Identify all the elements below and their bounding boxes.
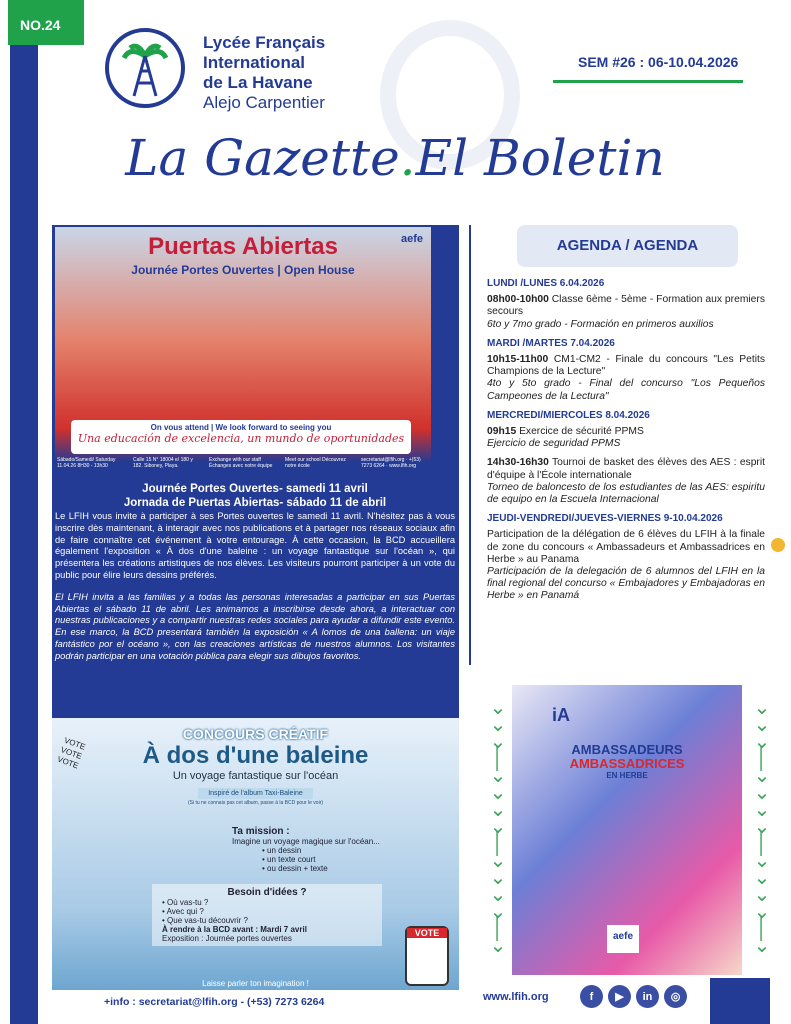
- event-es: Torneo de baloncesto de los estudiantes de las AES: espiritu de equipo en la Escuela Internacional: [487, 481, 765, 506]
- week-label: SEM #26 : 06-10.04.2026: [578, 54, 739, 70]
- agenda-title: AGENDA / AGENDA: [517, 225, 738, 267]
- contest-label: CONCOURS CRÉATIF: [182, 726, 329, 742]
- contest-note: (Si tu ne connais pas cet album, passe à la BCD pour le voir): [187, 800, 324, 806]
- agenda-day: LUNDI /LUNES 6.04.2026: [487, 278, 605, 289]
- mission-item: • un dessin: [262, 846, 302, 855]
- school-name-line: Alejo Carpentier: [203, 93, 325, 112]
- event-time: 14h30-16h30: [487, 457, 549, 469]
- event-fr: Exercice de sécurité PPMS: [516, 426, 644, 438]
- chevron-down-icon: ⌄ ⌄ ⌄ │ ⌄: [489, 782, 507, 872]
- contest-footer: Laisse parler ton imagination !: [202, 979, 309, 988]
- poster-info-item: Exchange with our staff Échanges avec notre équipe: [209, 457, 273, 469]
- event-fr: Participation de la délégation de 6 élèves du LFIH à la finale de zone du concours « Ambassadeurs et Ambassadrices en Herbe » au Panama: [487, 529, 765, 565]
- poster-info-item: Sábado/Samedi/ Saturday 11.04.26 8H30 - 13h30: [57, 457, 116, 469]
- aefe-logo: aefe: [607, 925, 639, 953]
- aefe-logo: aefe: [400, 233, 423, 245]
- facebook-icon[interactable]: f: [580, 985, 603, 1008]
- column-divider: [469, 225, 471, 665]
- contact-info: +info : secretariat@lfih.org - (+53) 7273 6264: [104, 996, 325, 1008]
- event-fr: Tournoi de basket des élèves des AES : esprit d'équipe à l'École internationale: [487, 457, 765, 481]
- ideas-item: • Où vas-tu ?: [162, 898, 209, 907]
- mission-text: Imagine un voyage magique sur l'océan...: [232, 837, 380, 846]
- agenda-day: MARDI /MARTES 7.04.2026: [487, 337, 615, 349]
- title-dot: .: [399, 129, 416, 187]
- contest-ideas: [152, 884, 382, 946]
- poster-band-line: On vous attend | We look forward to seeing you: [150, 423, 332, 432]
- mission-item: • un texte court: [262, 855, 316, 864]
- poster-band: [71, 420, 411, 454]
- contest-inspired: Inspiré de l'album Taxi-Baleine: [198, 788, 313, 799]
- poster-info: [55, 457, 431, 469]
- event-time: 09h15: [487, 426, 517, 438]
- heading-es: Jornada de Puertas Abiertas- sábado 11 de abril: [123, 497, 387, 509]
- event-es: Participación de la delegación de 6 alumnos del LFIH en la final regional del concurso « Embajadores y Embajadoras en Herbe » en Panamá: [487, 566, 765, 602]
- issue-badge: NO.24: [8, 0, 84, 45]
- poster-slogan: Una educación de excelencia, un mundo de oportunidades: [77, 432, 405, 445]
- agenda-event: [487, 529, 765, 602]
- body-fr: Le LFIH vous invite à participer à ses Portes ouvertes le samedi 11 avril. N'hésitez pas à vous inscrire dès maintenant, à interagir avec nos publications et à partager nos réseaux sociaux afin de faire connaître cet événement à votre entourage. À cette occasion, la BCD accueillera également l'exposition « À dos d'une baleine : un voyage fantastique sur l'océan », qui présentera les créations artistiques de nos élèves. Les visiteurs pourront participer à un vote du public pour élire leurs dessins préférés.: [55, 511, 455, 580]
- poster-title: Puertas Abiertas: [148, 233, 338, 260]
- agenda-list: [487, 272, 765, 610]
- newsletter-title: [50, 128, 740, 188]
- ideas-title: Besoin d'idées ?: [227, 887, 307, 898]
- agenda-day: JEUDI-VENDREDI/JUEVES-VIERNES 9-10.04.2026: [487, 513, 723, 525]
- ambassadors-title-line: AMBASSADEURS: [571, 742, 683, 757]
- contest-title: À dos d'une baleine: [142, 742, 369, 769]
- youtube-icon[interactable]: ▶: [608, 985, 631, 1008]
- open-house-poster: [55, 227, 431, 480]
- school-logo: [105, 28, 185, 108]
- ambassadors-subtitle: EN HERBE: [606, 771, 648, 780]
- mission-title: Ta mission :: [232, 826, 290, 837]
- title-fr: La Gazette: [125, 129, 400, 187]
- corner-block: [710, 978, 770, 1024]
- heading-fr: Journée Portes Ouvertes- samedi 11 avril: [142, 483, 368, 495]
- mission-item: • ou dessin + texte: [262, 864, 328, 873]
- agenda-day: MERCREDI/MIERCOLES 8.04.2026: [487, 409, 650, 421]
- chevrons-left: [486, 697, 510, 957]
- chevrons-right: [750, 697, 774, 957]
- open-house-heading: [55, 482, 455, 510]
- poster-info-item: Calle 15 N° 18004 e/ 180 y 182. Siboney, Playa.: [133, 457, 193, 469]
- contest-subtitle: Un voyage fantastique sur l'océan: [172, 770, 339, 782]
- event-es: 6to y 7mo grado - Formación en primeros auxilios: [487, 318, 714, 330]
- ideas-item: • Que vas-tu découvrir ?: [162, 916, 248, 925]
- title-es: El Boletin: [415, 129, 665, 187]
- agenda-event: [487, 294, 765, 331]
- ambassadors-title: [512, 743, 742, 771]
- agenda-event: [487, 354, 765, 403]
- event-es: 4to y 5to grado - Final del concurso "Los Pequeños Campeones de la Lectura": [487, 378, 765, 402]
- ambassadors-poster: [512, 685, 742, 975]
- chevron-down-icon: ⌄ ⌄ ⌄ │ ⌄: [753, 867, 771, 957]
- ideas-item: • Avec qui ?: [162, 907, 204, 916]
- contest-expo: Exposition : Journée portes ouvertes: [162, 934, 292, 943]
- open-house-body: [55, 511, 455, 663]
- side-bar: [10, 45, 38, 1024]
- vote-phone: [405, 926, 449, 986]
- week-underline: [553, 80, 743, 83]
- social-links: [580, 985, 687, 1008]
- poster-info-item: Meet our school Découvrez notre école: [285, 457, 346, 469]
- event-time: 10h15-11h00: [487, 354, 549, 366]
- event-fr: CM1-CM2 - Finale du concours "Les Petits Champions de la Lecture": [487, 354, 765, 378]
- contest-deadline: À rendre à la BCD avant : Mardi 7 avril: [162, 925, 307, 934]
- body-es: El LFIH invita a las familias y a todas las personas interesadas a participar en sus Puertas Abiertas el sábado 11 de abril. Les animamos a inscribirse desde ahora, a interactuar con nuestras publicaciones y a compartir nuestras redes sociales para ayudar a difundir este evento. En ese marco, la BCD presentará también la exposición « A lomos de una ballena: un viaje fantástico por el océano », con las creaciones artísticas de nuestros alumnos. Los visitantes podrán participar en una votación pública para elegir sus dibujos favoritos.: [55, 591, 455, 661]
- linkedin-icon[interactable]: in: [636, 985, 659, 1008]
- ia-logo: iA: [552, 705, 570, 725]
- medal-icon: [771, 538, 785, 552]
- chevron-down-icon: ⌄ ⌄ ⌄ │ ⌄: [753, 782, 771, 872]
- school-name: [203, 33, 325, 113]
- chevron-down-icon: ⌄ ⌄ ⌄ │ ⌄: [489, 697, 507, 787]
- vote-megaphone-text: VOTE VOTE VOTE: [56, 735, 87, 771]
- event-time: 08h00-10h00: [487, 294, 549, 306]
- chevron-down-icon: ⌄ ⌄ ⌄ │ ⌄: [753, 697, 771, 787]
- contest-poster: [52, 718, 459, 990]
- poster-subtitle: Journée Portes Ouvertes | Open House: [131, 263, 355, 277]
- poster-info-item: secretariat@lfih.org · +(53) 7273 6264 · www.lfih.org: [361, 457, 421, 469]
- school-name-line: International: [203, 53, 306, 72]
- chevron-down-icon: ⌄ ⌄ ⌄ │ ⌄: [489, 867, 507, 957]
- agenda-event: [487, 426, 765, 450]
- event-fr: Classe 6ème - 5ème - Formation aux premiers secours: [487, 294, 765, 318]
- website-link[interactable]: www.lfih.org: [483, 991, 549, 1003]
- school-name-line: Lycée Français: [203, 33, 326, 52]
- event-es: Ejercicio de seguridad PPMS: [487, 438, 621, 450]
- vote-label: VOTE: [407, 928, 447, 938]
- palm-eiffel-icon: [120, 38, 170, 98]
- agenda-event: [487, 457, 765, 506]
- ambassadors-title-line: AMBASSADRICES: [569, 756, 685, 771]
- school-name-line: de La Havane: [203, 73, 313, 92]
- instagram-icon[interactable]: ◎: [664, 985, 687, 1008]
- contest-mission: [232, 826, 380, 873]
